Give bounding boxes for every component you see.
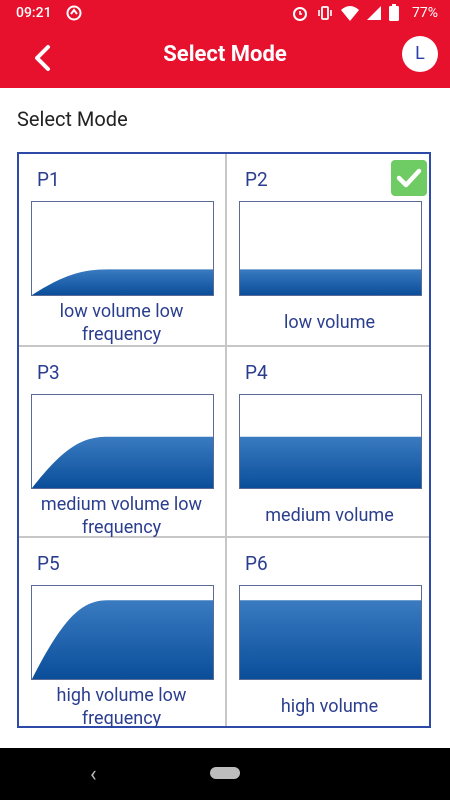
mode-card-p3[interactable] — [19, 347, 224, 538]
mode-card-p2[interactable] — [227, 154, 432, 345]
mode-card-p5[interactable] — [19, 538, 224, 729]
battery-percentage: 77% — [412, 5, 438, 21]
nav-home-button[interactable] — [210, 767, 240, 779]
status-time: 09:21 — [16, 5, 52, 21]
system-nav-bar — [0, 748, 450, 800]
nav-back-icon[interactable]: ‹ — [90, 762, 97, 787]
mode-label: low volume low frequency — [59, 301, 184, 345]
mode-id: P2 — [245, 168, 268, 191]
mode-label: low volume — [283, 312, 376, 333]
wifi-icon — [340, 4, 360, 26]
mode-id: P3 — [37, 361, 60, 384]
mode-label: medium volume — [265, 505, 394, 526]
alarm-icon — [291, 4, 309, 26]
mode-graph — [239, 585, 422, 680]
mode-grid — [17, 152, 431, 728]
mode-label: high volume — [280, 696, 379, 717]
volume-curve — [240, 269, 421, 295]
signal-icon — [365, 4, 383, 26]
mode-id: P6 — [245, 552, 268, 575]
mode-id: P1 — [37, 168, 60, 191]
volume-curve — [240, 437, 421, 488]
mode-card-p6[interactable] — [227, 538, 432, 729]
mode-id: P5 — [37, 552, 60, 575]
vibrate-icon — [316, 4, 334, 26]
mode-label: high volume low frequency — [56, 685, 187, 729]
selected-check-icon — [391, 160, 427, 196]
mode-card-p1[interactable] — [19, 154, 224, 345]
avatar[interactable]: L — [402, 36, 438, 72]
app-bar — [0, 28, 450, 88]
mode-graph — [239, 201, 422, 296]
mode-label: medium volume low frequency — [40, 494, 203, 538]
status-bar — [0, 0, 450, 28]
notification-icon — [65, 4, 83, 26]
volume-curve — [240, 600, 421, 679]
mode-graph — [31, 201, 214, 296]
page-title: Select Mode — [163, 42, 287, 67]
mode-card-p4[interactable] — [227, 347, 432, 538]
section-heading: Select Mode — [17, 107, 128, 131]
mode-graph — [239, 394, 422, 489]
mode-id: P4 — [245, 361, 268, 384]
mode-graph — [31, 394, 214, 489]
battery-icon — [388, 4, 400, 26]
mode-graph — [31, 585, 214, 680]
